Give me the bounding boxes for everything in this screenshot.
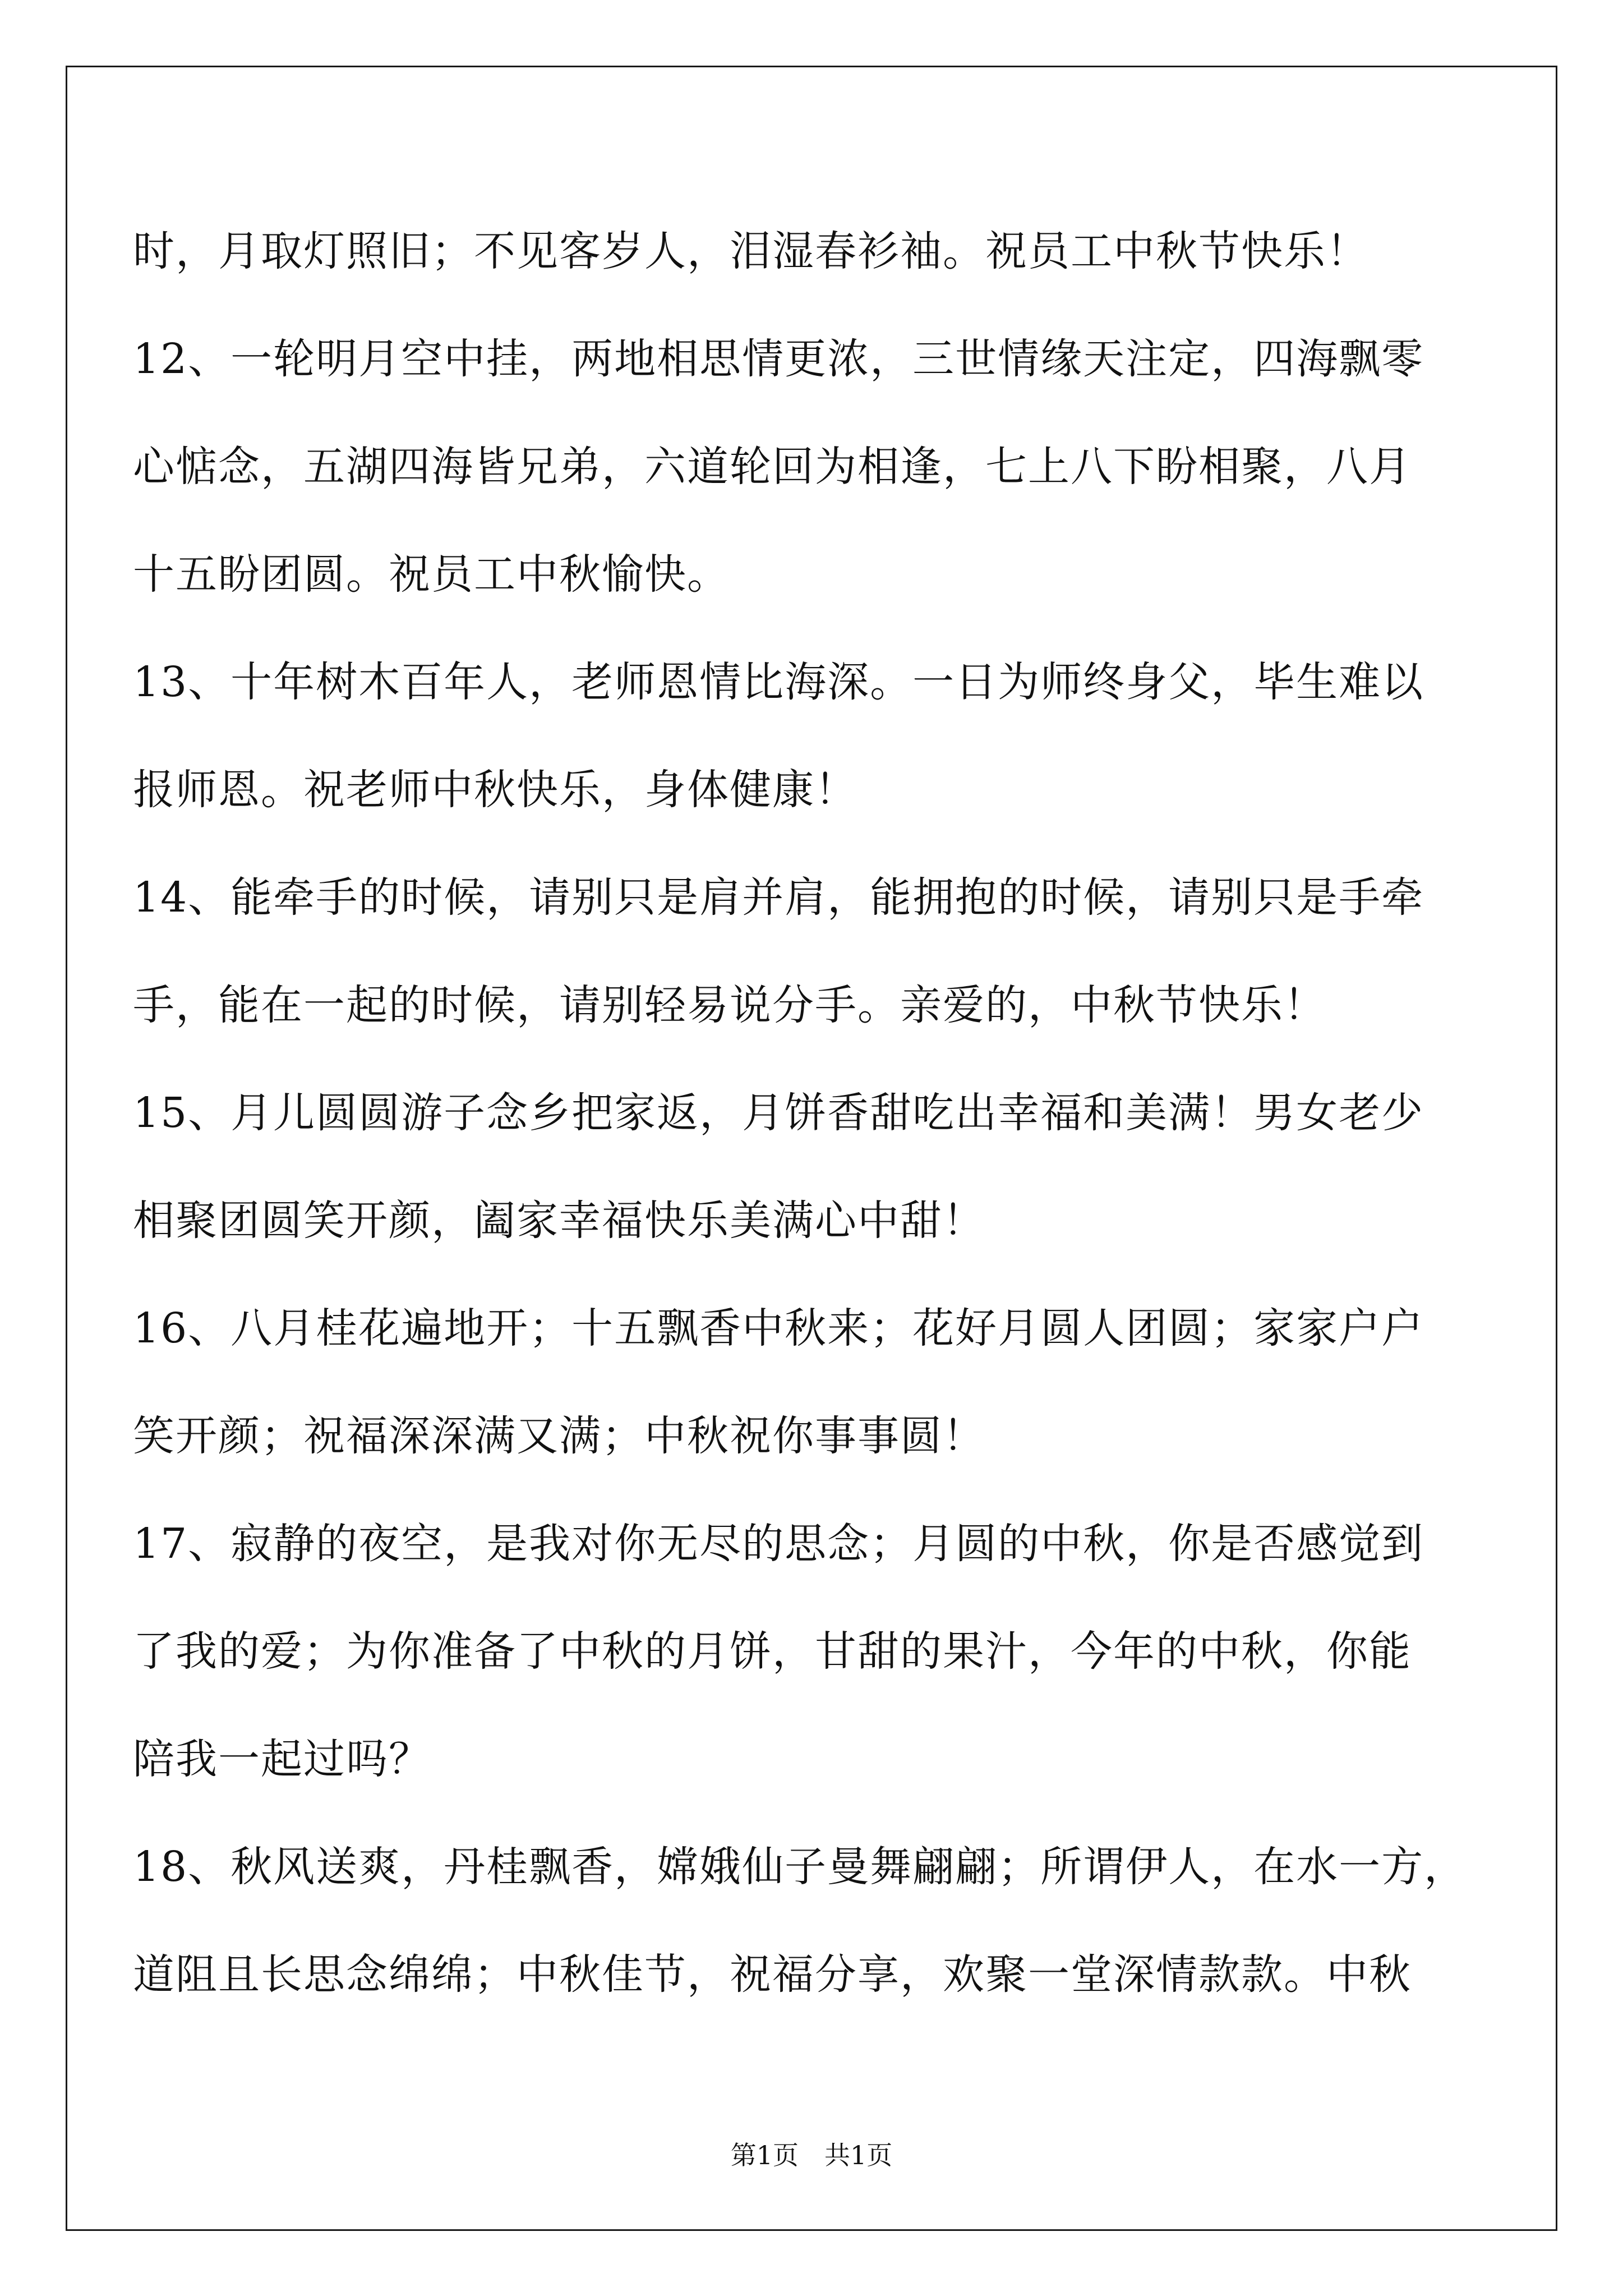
text-line: 相聚团圆笑开颜，阖家幸福快乐美满心中甜！	[133, 1197, 985, 1245]
text-line: 陪我一起过吗？	[133, 1735, 431, 1783]
text-line: 12、一轮明月空中挂，两地相思情更浓，三世情缘天注定，四海飘零	[133, 335, 1424, 383]
text-line: 笑开颜；祝福深深满又满；中秋祝你事事圆！	[133, 1412, 985, 1460]
text-line: 17、寂静的夜空，是我对你无尽的思念；月圆的中秋，你是否感觉到	[133, 1520, 1424, 1568]
text-line: 手，能在一起的时候，请别轻易说分手。亲爱的，中秋节快乐！	[133, 981, 1326, 1029]
text-line: 14、能牵手的时候，请别只是肩并肩，能拥抱的时候，请别只是手牵	[133, 873, 1424, 922]
text-line: 16、八月桂花遍地开；十五飘香中秋来；花好月圆人团圆；家家户户	[133, 1304, 1424, 1352]
text-line: 心惦念，五湖四海皆兄弟，六道轮回为相逢，七上八下盼相聚，八月	[133, 443, 1412, 491]
text-line: 18、秋风送爽，丹桂飘香，嫦娥仙子曼舞翩翩；所谓伊人，在水一方，	[133, 1843, 1467, 1891]
text-line: 十五盼团圆。祝员工中秋愉快。	[133, 550, 730, 599]
page-number: 第1页 共1页	[730, 2140, 893, 2170]
text-line: 道阻且长思念绵绵；中秋佳节，祝福分享，欢聚一堂深情款款。中秋	[133, 1950, 1412, 1999]
text-line: 了我的爱；为你准备了中秋的月饼，甘甜的果汁，今年的中秋，你能	[133, 1627, 1412, 1676]
text-line: 13、十年树木百年人，老师恩情比海深。一日为师终身父，毕生难以	[133, 658, 1424, 706]
page-border	[66, 66, 1557, 2231]
text-line: 时，月取灯照旧；不见客岁人，泪湿春衫袖。祝员工中秋节快乐！	[133, 227, 1369, 275]
text-line: 报师恩。祝老师中秋快乐，身体健康！	[133, 766, 857, 814]
text-line: 15、月儿圆圆游子念乡把家返，月饼香甜吃出幸福和美满！男女老少	[133, 1089, 1424, 1137]
